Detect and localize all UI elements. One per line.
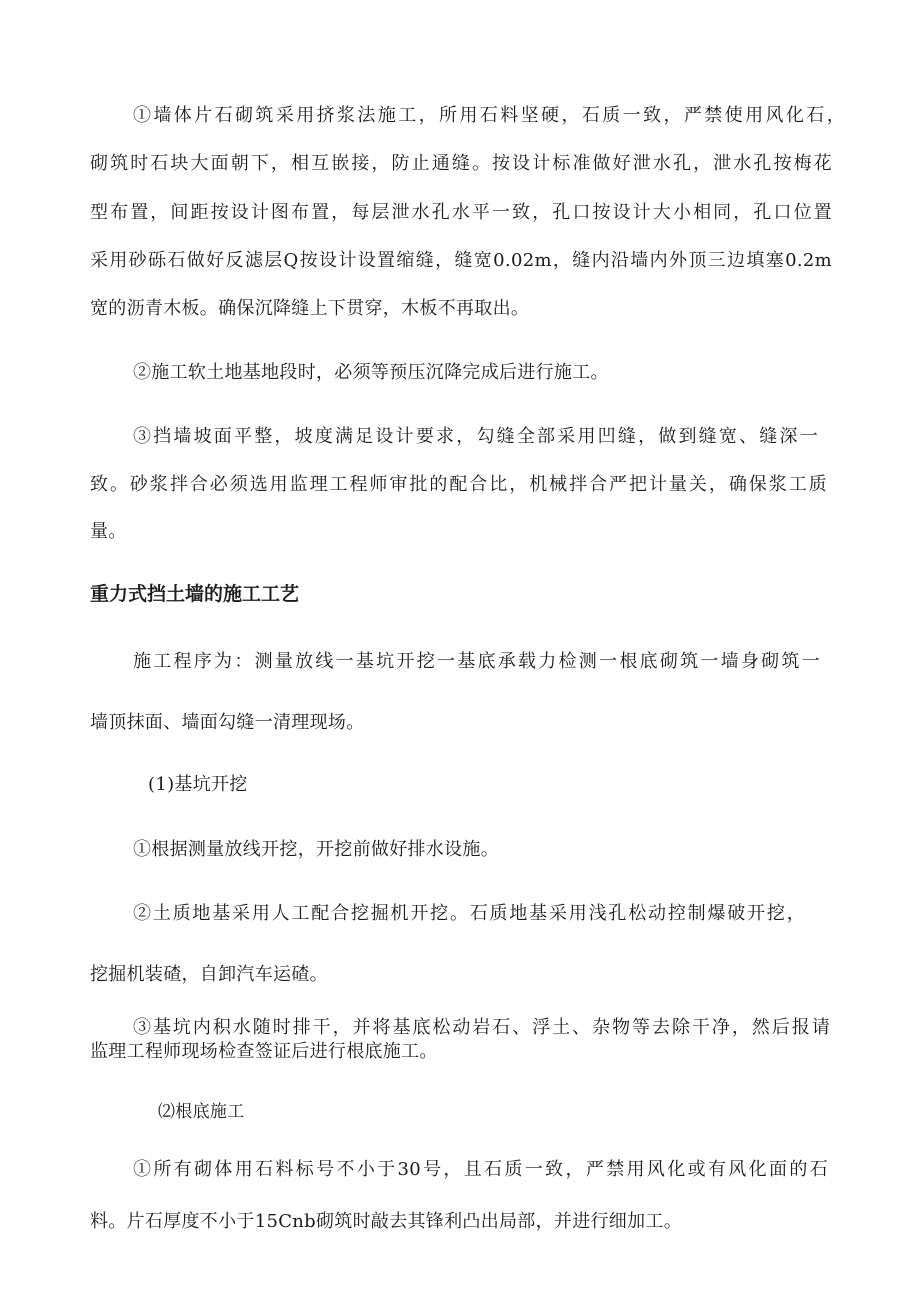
section-heading: 重力式挡土墙的施工工艺 [90,583,300,605]
paragraph-1-line-4: 采用砂砾石做好反滤层Q按设计设置缩缝，缝宽0.02m，缝内沿墙内外顶三边填塞0.2m [90,250,832,271]
section-1-item-3-line-1: ③基坑内积水随时排干，并将基底松动岩石、浮土、杂物等去除干净，然后报请 [133,1017,830,1038]
paragraph-1-line-1: ①墙体片石砌筑采用挤浆法施工，所用石料坚硬，石质一致，严禁使用风化石， [133,105,845,126]
sequence-line-1: 施工程序为：测量放线一基坑开挖一基底承载力检测一根底砌筑一墙身砌筑一 [133,651,820,672]
section-1-title: (1)基坑开挖 [148,774,248,795]
paragraph-3-line-1: ③挡墙坡面平整，坡度满足设计要求，勾缝全部采用凹缝，做到缝宽、缝深一 [133,426,818,447]
section-2-title: ⑵根底施工 [158,1102,245,1122]
paragraph-1-line-3: 型布置，间距按设计图布置，每层泄水孔水平一致，孔口按设计大小相同，孔口位置 [90,202,832,223]
section-2-item-1-line-2: 料。片石厚度不小于15Cnb砌筑时敲去其锋利凸出局部，并进行细加工。 [90,1211,682,1232]
sequence-line-2: 墙顶抹面、墙面勾缝一清理现场。 [90,712,365,733]
section-1-item-2-line-2: 挖掘机装碴，自卸汽车运碴。 [90,964,328,985]
section-1-item-3-line-2: 监理工程师现场检查签证后进行根底施工。 [90,1041,438,1062]
paragraph-2-line-1: ②施工软土地基地段时，必须等预压沉降完成后进行施工。 [133,362,609,383]
section-1-item-2-line-1: ②土质地基采用人工配合挖掘机开挖。石质地基采用浅孔松动控制爆破开挖， [133,903,805,924]
paragraph-3-line-3: 量。 [90,521,127,542]
paragraph-1-line-2: 砌筑时石块大面朝下，相互嵌接，防止通缝。按设计标准做好泄水孔，泄水孔按梅花 [90,153,832,174]
section-1-item-1-line-1: ①根据测量放线开挖，开挖前做好排水设施。 [133,839,499,860]
paragraph-3-line-2: 致。砂浆拌合必须选用监理工程师审批的配合比，机械拌合严把计量关，确保浆工质 [90,474,827,495]
section-2-item-1-line-1: ①所有砌体用石料标号不小于30号，且石质一致，严禁用风化或有风化面的石 [133,1159,828,1180]
paragraph-1-line-5: 宽的沥青木板。确保沉降缝上下贯穿，木板不再取出。 [90,298,530,319]
